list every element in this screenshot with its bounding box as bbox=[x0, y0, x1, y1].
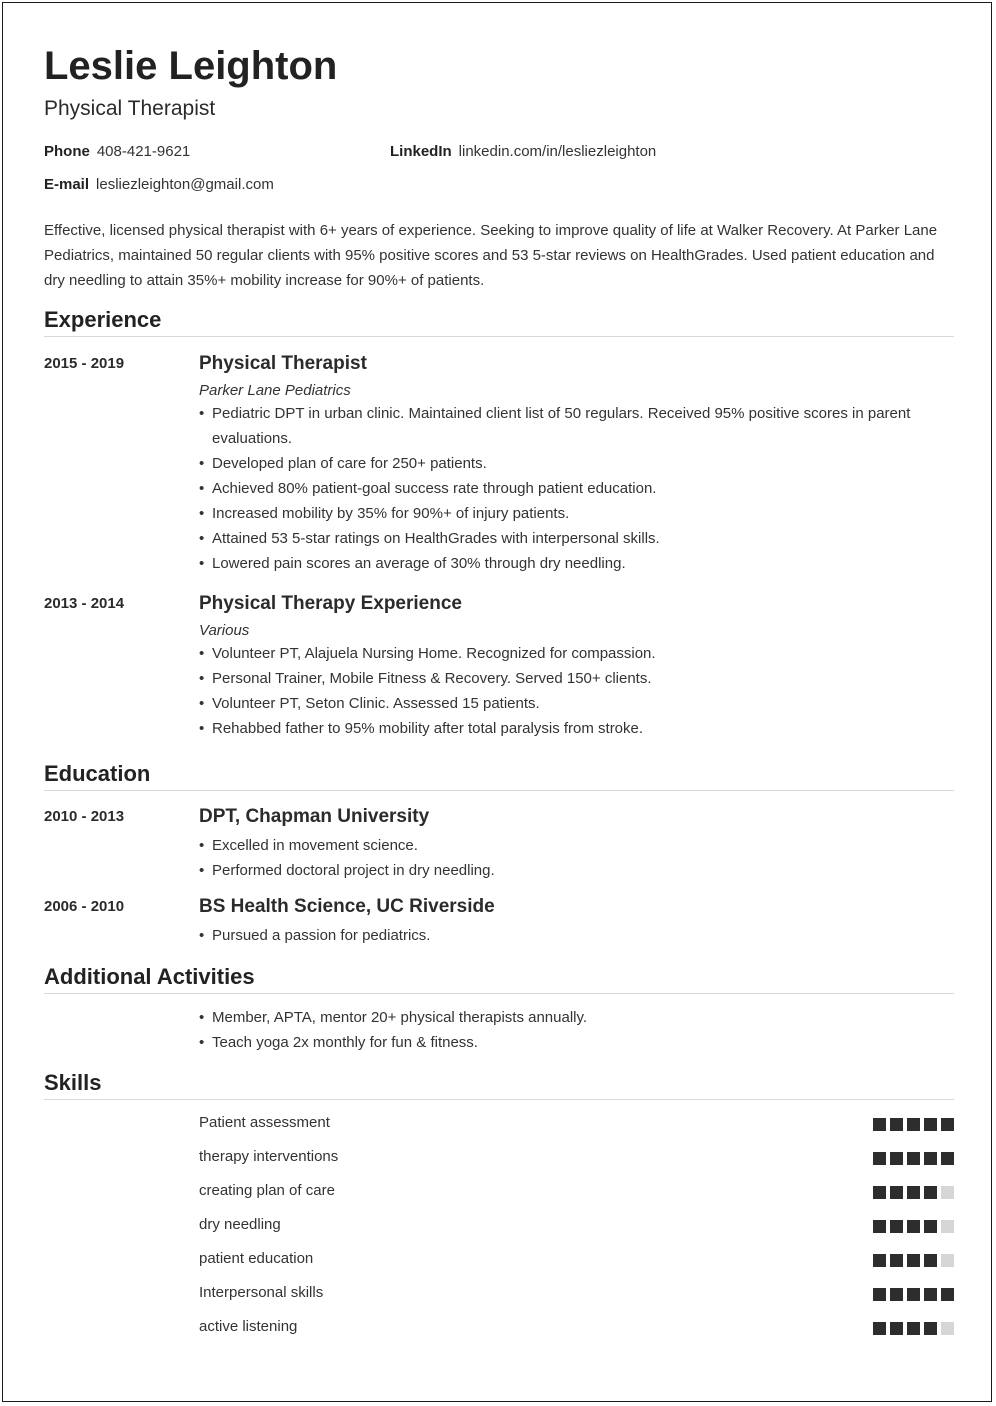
linkedin-value: linkedin.com/in/lesliezleighton bbox=[458, 143, 657, 160]
phone-label: Phone bbox=[44, 143, 90, 160]
skill-rating bbox=[873, 1288, 954, 1301]
rating-dot-filled bbox=[873, 1254, 886, 1267]
list-item: • Teach yoga 2x monthly for fun & fitness. bbox=[199, 1030, 954, 1055]
rating-dot-empty bbox=[941, 1322, 954, 1335]
list-item: • Pursued a passion for pediatrics. bbox=[199, 923, 954, 948]
skill-row bbox=[199, 1283, 954, 1303]
skill-name: active listening bbox=[199, 1318, 298, 1335]
skill-row bbox=[199, 1249, 954, 1269]
rating-dot-empty bbox=[941, 1220, 954, 1233]
list-item: • Volunteer PT, Seton Clinic. Assessed 15 patients. bbox=[199, 691, 954, 716]
edu-2-dates: 2006 - 2010 bbox=[44, 898, 125, 915]
job-1-role: Physical Therapist bbox=[199, 353, 367, 374]
activities-list bbox=[199, 1005, 954, 1055]
rating-dot-filled bbox=[873, 1186, 886, 1199]
skill-name: therapy interventions bbox=[199, 1148, 339, 1165]
candidate-name: Leslie Leighton bbox=[44, 44, 338, 88]
rating-dot-filled bbox=[907, 1322, 920, 1335]
skill-name: dry needling bbox=[199, 1216, 281, 1233]
experience-heading: Experience bbox=[44, 306, 954, 337]
rating-dot-filled bbox=[924, 1220, 937, 1233]
rating-dot-filled bbox=[873, 1220, 886, 1233]
skill-rating bbox=[873, 1254, 954, 1267]
rating-dot-filled bbox=[890, 1186, 903, 1199]
rating-dot-filled bbox=[941, 1288, 954, 1301]
rating-dot-filled bbox=[941, 1118, 954, 1131]
rating-dot-filled bbox=[890, 1322, 903, 1335]
list-item: • Personal Trainer, Mobile Fitness & Recovery. Served 150+ clients. bbox=[199, 666, 954, 691]
list-item: • Developed plan of care for 250+ patients. bbox=[199, 451, 954, 476]
rating-dot-filled bbox=[890, 1220, 903, 1233]
job-2-org: Various bbox=[199, 622, 250, 639]
resume-page bbox=[2, 2, 992, 1402]
rating-dot-filled bbox=[924, 1288, 937, 1301]
rating-dot-filled bbox=[924, 1186, 937, 1199]
skill-row bbox=[199, 1181, 954, 1201]
edu-1-bullets bbox=[199, 833, 954, 883]
skill-rating bbox=[873, 1186, 954, 1199]
skill-row bbox=[199, 1317, 954, 1337]
job-2-bullets bbox=[199, 641, 954, 741]
rating-dot-filled bbox=[907, 1118, 920, 1131]
phone-value: 408-421-9621 bbox=[96, 143, 191, 160]
skill-rating bbox=[873, 1220, 954, 1233]
summary-text: Effective, licensed physical therapist with 6+ years of experience. Seeking to improve quality of life at Walker Recovery. At Parker Lane Pediatrics, maintained 50 regular clients with 95% positive scores and 53 5-star reviews on HealthGrades. Used patient education and dry needling to attain 35%+ mobility increase for 90%+ of patients. bbox=[44, 222, 938, 289]
list-item: • Increased mobility by 35% for 90%+ of injury patients. bbox=[199, 501, 954, 526]
activities-heading: Additional Activities bbox=[44, 963, 954, 994]
skill-name: patient education bbox=[199, 1250, 314, 1267]
rating-dot-filled bbox=[890, 1118, 903, 1131]
edu-1 bbox=[199, 805, 954, 883]
rating-dot-filled bbox=[907, 1288, 920, 1301]
contact-phone bbox=[44, 142, 190, 162]
list-item: • Attained 53 5-star ratings on HealthGrades with interpersonal skills. bbox=[199, 526, 954, 551]
edu-2 bbox=[199, 895, 954, 948]
skill-rating bbox=[873, 1152, 954, 1165]
activities-bullets bbox=[199, 1005, 954, 1055]
rating-dot-filled bbox=[873, 1118, 886, 1131]
edu-1-dates: 2010 - 2013 bbox=[44, 808, 125, 825]
rating-dot-empty bbox=[941, 1186, 954, 1199]
education-heading: Education bbox=[44, 760, 954, 791]
linkedin-label: LinkedIn bbox=[390, 143, 452, 160]
job-2 bbox=[199, 592, 954, 741]
job-1 bbox=[199, 352, 954, 576]
rating-dot-filled bbox=[907, 1186, 920, 1199]
job-2-role: Physical Therapy Experience bbox=[199, 593, 462, 614]
job-1-org: Parker Lane Pediatrics bbox=[199, 382, 351, 399]
list-item: • Lowered pain scores an average of 30% through dry needling. bbox=[199, 551, 954, 576]
list-item: • Performed doctoral project in dry needling. bbox=[199, 858, 954, 883]
list-item: • Pediatric DPT in urban clinic. Maintained client list of 50 regulars. Received 95% positive scores in parent evaluations. bbox=[199, 401, 954, 451]
rating-dot-filled bbox=[873, 1288, 886, 1301]
list-item: • Volunteer PT, Alajuela Nursing Home. Recognized for compassion. bbox=[199, 641, 954, 666]
email-value: lesliezleighton@gmail.com bbox=[96, 176, 274, 193]
rating-dot-filled bbox=[924, 1322, 937, 1335]
rating-dot-filled bbox=[890, 1288, 903, 1301]
rating-dot-filled bbox=[890, 1152, 903, 1165]
candidate-title: Physical Therapist bbox=[44, 97, 216, 120]
list-item: • Rehabbed father to 95% mobility after total paralysis from stroke. bbox=[199, 716, 954, 741]
skill-rating bbox=[873, 1322, 954, 1335]
edu-2-degree: BS Health Science, UC Riverside bbox=[199, 896, 495, 917]
rating-dot-filled bbox=[924, 1152, 937, 1165]
job-2-dates: 2013 - 2014 bbox=[44, 595, 125, 612]
edu-1-degree: DPT, Chapman University bbox=[199, 806, 430, 827]
job-1-bullets bbox=[199, 401, 954, 576]
rating-dot-filled bbox=[873, 1322, 886, 1335]
rating-dot-filled bbox=[924, 1254, 937, 1267]
rating-dot-filled bbox=[907, 1152, 920, 1165]
skill-rating bbox=[873, 1118, 954, 1131]
contact-linkedin bbox=[390, 142, 656, 162]
rating-dot-filled bbox=[873, 1152, 886, 1165]
rating-dot-filled bbox=[907, 1220, 920, 1233]
rating-dot-filled bbox=[924, 1118, 937, 1131]
job-1-dates: 2015 - 2019 bbox=[44, 355, 125, 372]
edu-2-bullets bbox=[199, 923, 954, 948]
list-item: • Member, APTA, mentor 20+ physical therapists annually. bbox=[199, 1005, 954, 1030]
skill-row bbox=[199, 1147, 954, 1167]
skill-row bbox=[199, 1215, 954, 1235]
skills-heading: Skills bbox=[44, 1069, 954, 1100]
list-item: • Excelled in movement science. bbox=[199, 833, 954, 858]
rating-dot-empty bbox=[941, 1254, 954, 1267]
email-label: E-mail bbox=[44, 176, 90, 193]
rating-dot-filled bbox=[907, 1254, 920, 1267]
skill-row bbox=[199, 1113, 954, 1133]
rating-dot-filled bbox=[941, 1152, 954, 1165]
skill-name: creating plan of care bbox=[199, 1182, 335, 1199]
contact-email bbox=[44, 175, 274, 195]
rating-dot-filled bbox=[890, 1254, 903, 1267]
skill-name: Patient assessment bbox=[199, 1114, 330, 1131]
list-item: • Achieved 80% patient-goal success rate through patient education. bbox=[199, 476, 954, 501]
skill-name: Interpersonal skills bbox=[199, 1284, 324, 1301]
